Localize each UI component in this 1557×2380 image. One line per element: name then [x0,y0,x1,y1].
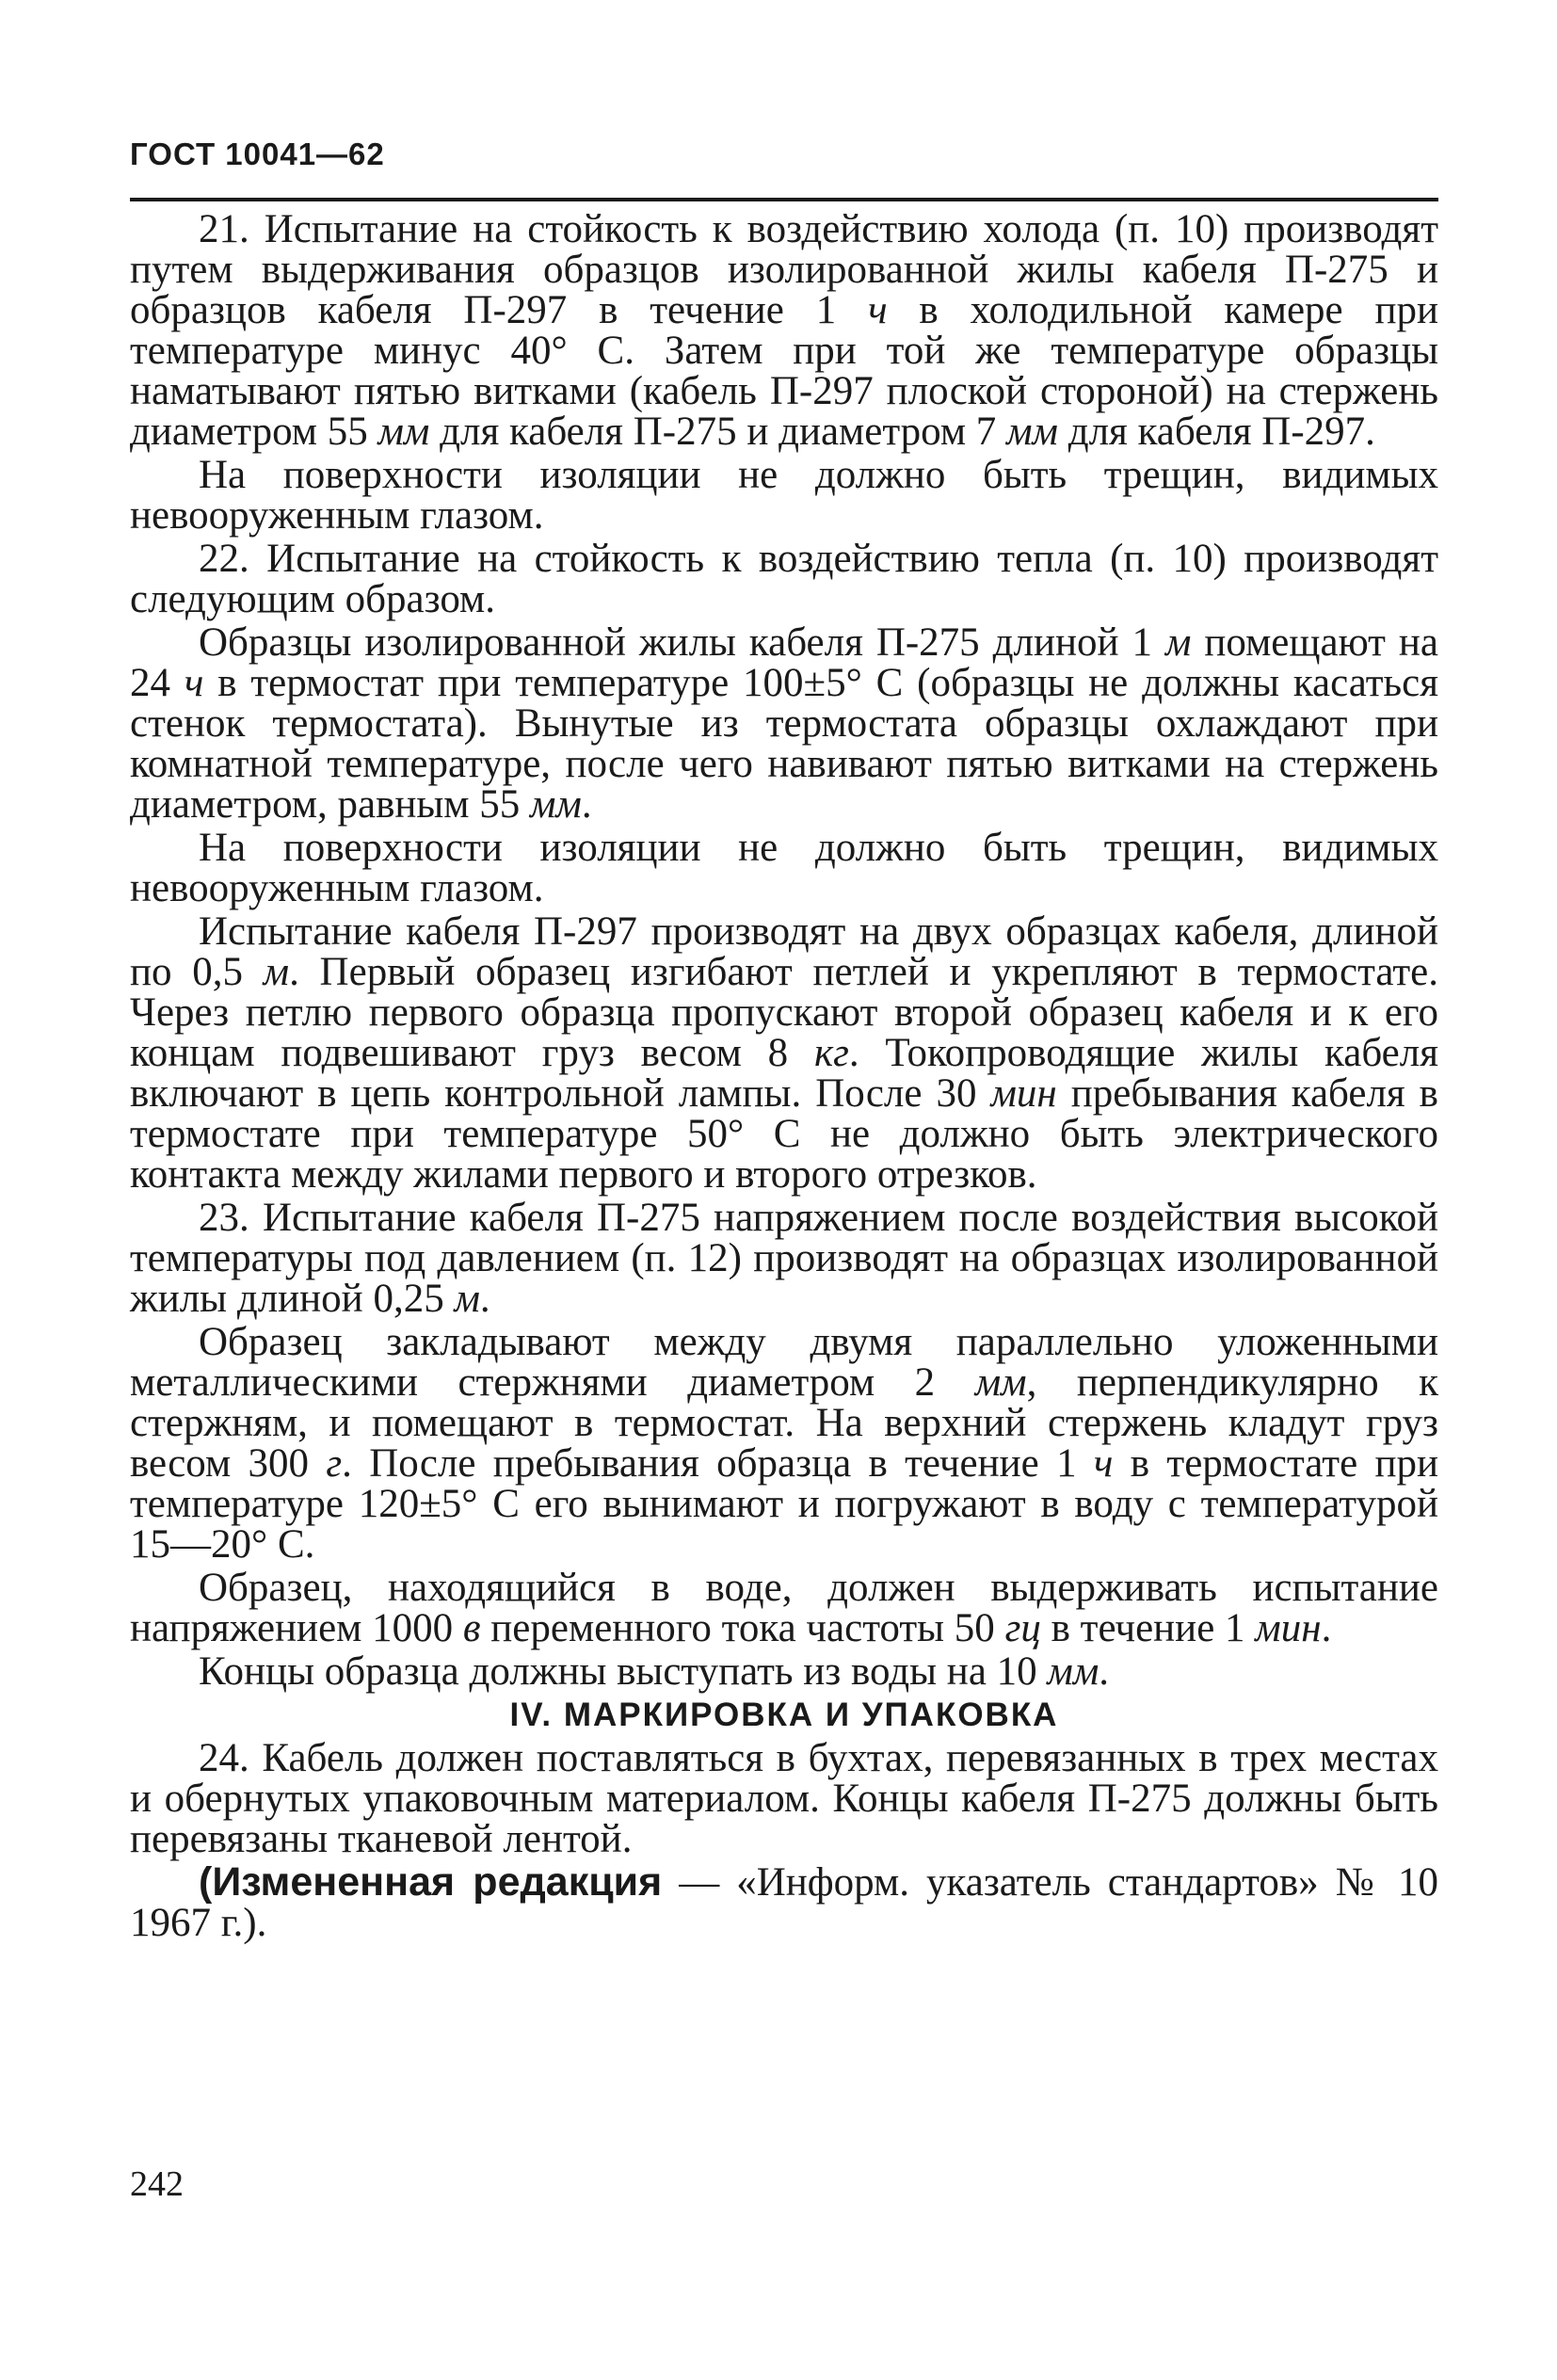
paragraph-24: 24. Кабель должен поставляться в бухтах, перевязанных в трех местах и обернутых упаковочным материалом. Концы кабеля П-275 должны быть перевязаны тканевой лентой. [130,1736,1438,1861]
section-heading: IV. МАРКИРОВКА И УПАКОВКА [509,1697,1059,1733]
paragraph-22-note: На поверхности изоляции не должно быть трещин, видимых невооруженным глазом. [130,826,1438,910]
document-body [130,209,1438,1946]
paragraph-23-voltage: Образец, находящийся в воде, должен выдерживать испытание напряжением 1000 в переменного тока частоты 50 гц в течение 1 мин. [130,1566,1438,1650]
paragraph-24-amendment: (Измененная редакция — «Информ. указатель стандартов» № 10 1967 г.). [130,1859,1439,1945]
header-rule [130,198,1438,201]
document-header: ГОСТ 10041—62 [130,137,385,171]
page-number: 242 [130,2164,184,2204]
paragraph-23-sample: Образец закладывают между двумя параллельно уложенными металлическими стержнями диаметром 2 мм, перпендикулярно к стержням, и помещают в термостат. На верхний стержень кладут груз весом 300 г. После пребывания образца в течение 1 ч в термостате при температуре 120±5° С его вынимают и погружают в воду с температурой 15—20° С. [130,1320,1439,1567]
paragraph-23: 23. Испытание кабеля П-275 напряжением после воздействия высокой температуры под давлением (п. 12) производят на образцах изолированной жилы длиной 0,25 м. [130,1196,1438,1321]
paragraph-23-ends: Концы образца должны выступать из воды на 10 мм. [199,1649,1110,1694]
paragraph-22-samples: Образцы изолированной жилы кабеля П-275 длиной 1 м помещают на 24 ч в термостат при температуре 100±5° С (образцы не должны касаться стенок термостата). Вынутые из термостата образцы охлаждают при комнатной температуре, после чего навивают пятью витками на стержень диаметром, равным 55 мм. [130,620,1438,827]
paragraph-21-note: На поверхности изоляции не должно быть трещин, видимых невооруженным глазом. [130,453,1438,538]
paragraph-21: 21. Испытание на стойкость к воздействию холода (п. 10) производят путем выдерживания образцов изолированной жилы кабеля П-275 и образцов кабеля П-297 в течение 1 ч в холодильной камере при температуре минус 40° С. Затем при той же температуре образцы наматывают пятью витками (кабель П-297 плоской стороной) на стержень диаметром 55 мм для кабеля П-275 и диаметром 7 мм для кабеля П-297. [130,207,1438,454]
paragraph-22-p297: Испытание кабеля П-297 производят на двух образцах кабеля, длиной по 0,5 м. Первый образец изгибают петлей и укрепляют в термостате. Через петлю первого образца пропускают второй образец кабеля и к его концам подвешивают груз весом 8 кг. Токопроводящие жилы кабеля включают в цепь контрольной лампы. После 30 мин пребывания кабеля в термостате при температуре 50° С не должно быть электрического контакта между жилами первого и второго отрезков. [130,909,1439,1197]
paragraph-22: 22. Испытание на стойкость к воздействию тепла (п. 10) производят следующим образом. [130,537,1438,621]
